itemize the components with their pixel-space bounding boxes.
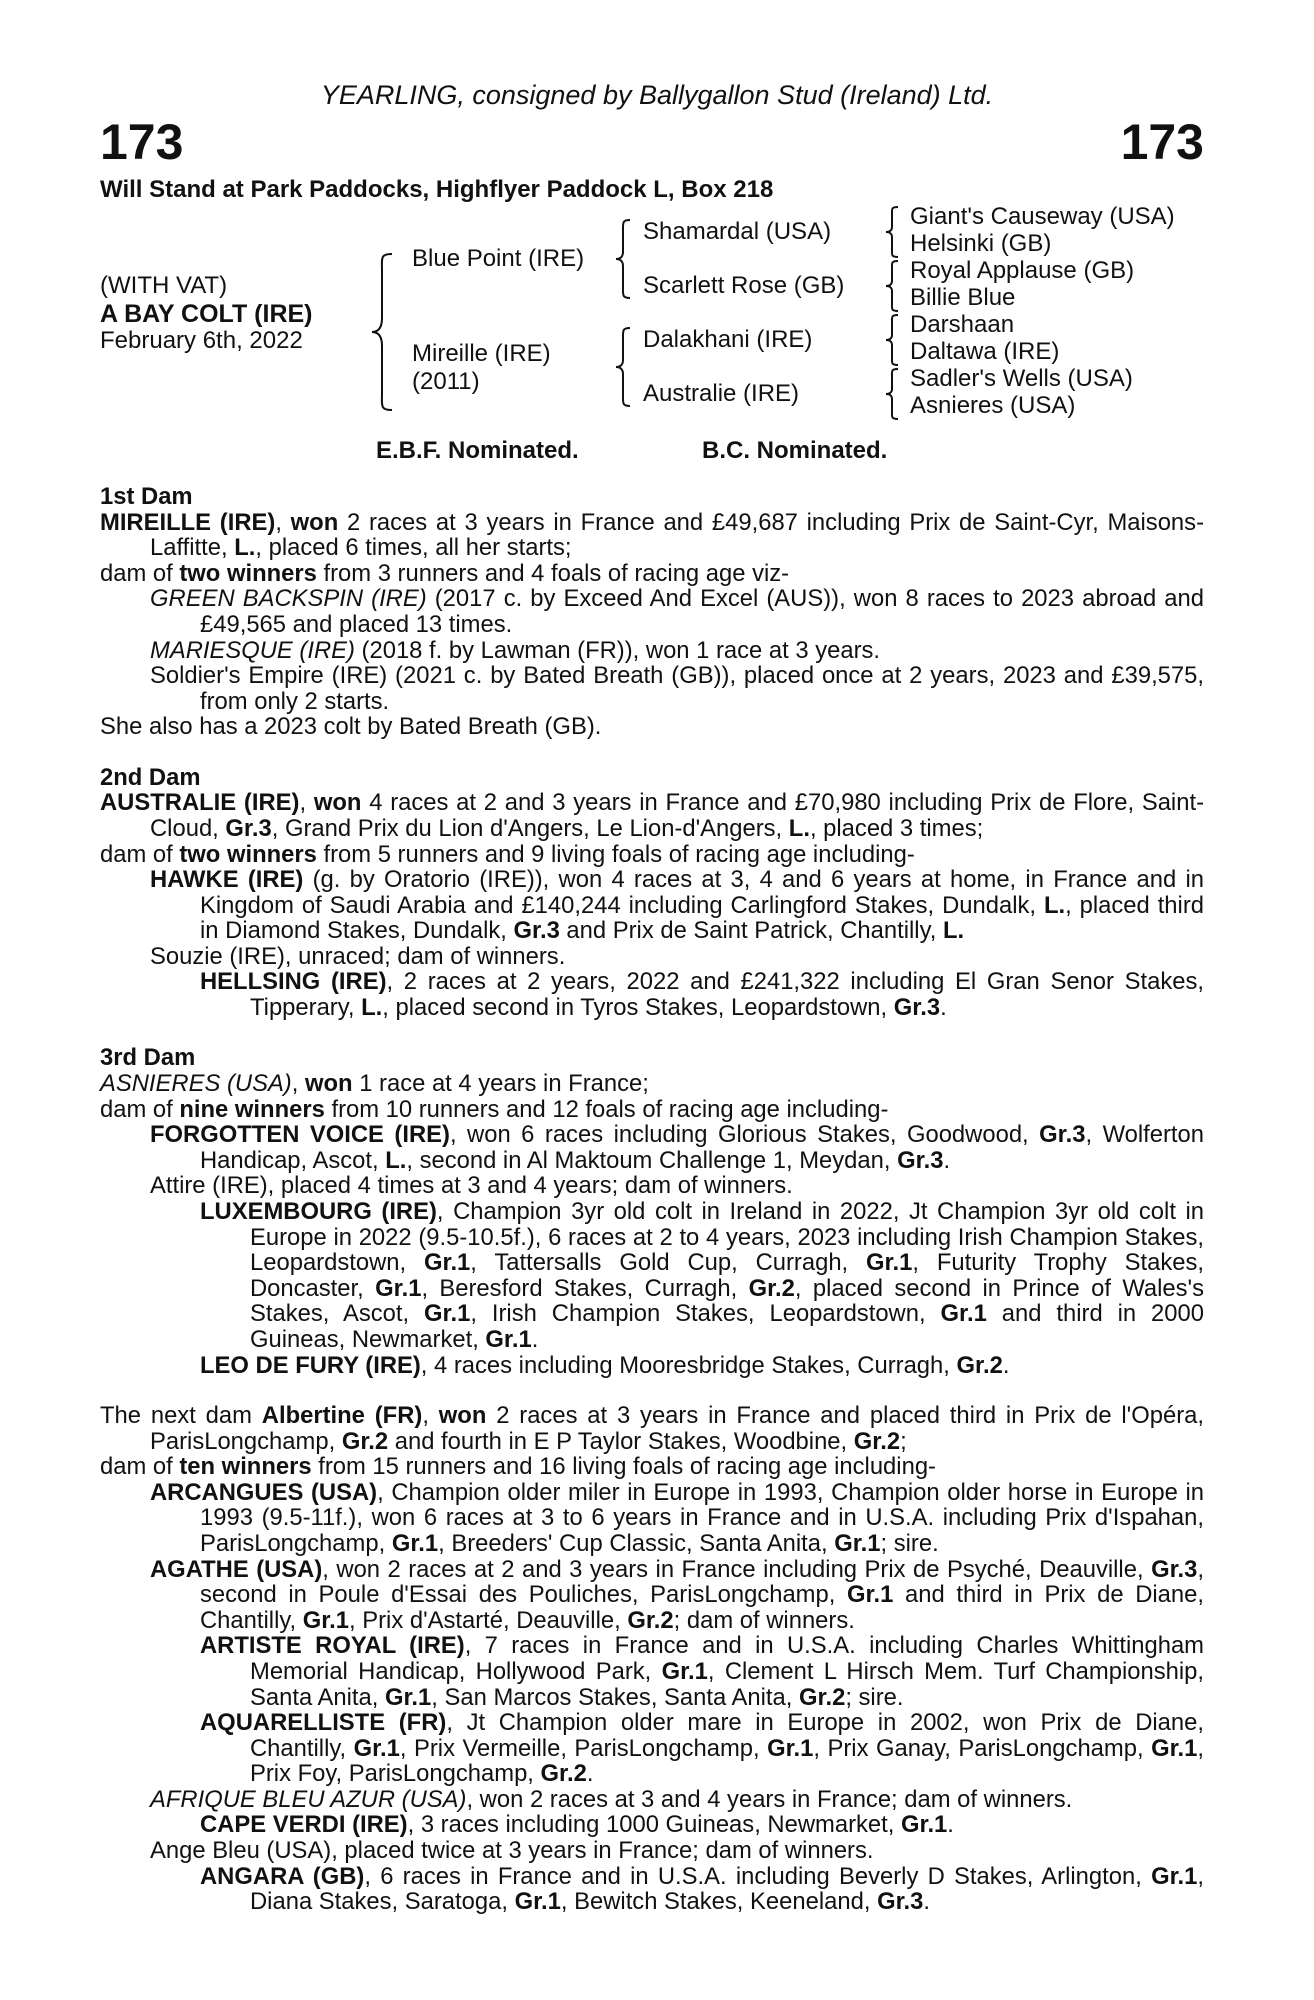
bold-text: Gr.1 xyxy=(302,1606,350,1634)
bc-nomination: B.C. Nominated. xyxy=(702,437,888,464)
dam-foaling-year: (2011) xyxy=(412,368,480,395)
stand-location: Will Stand at Park Paddocks, Highflyer Paddock L, Box 218 xyxy=(100,176,774,203)
text-run: dam of xyxy=(100,1095,180,1123)
bold-text: LEO DE FURY (IRE) xyxy=(200,1351,421,1379)
bold-text: Gr.3 xyxy=(893,994,941,1022)
text-run: , xyxy=(275,508,291,536)
sire-dam-name: Scarlett Rose (GB) xyxy=(643,272,845,299)
bold-text: Gr.1 xyxy=(391,1529,439,1557)
text-run: 2 races at 3 years in France and placed third in Prix de l'Opéra, ParisLongchamp, xyxy=(150,1401,1204,1455)
text-run: Soldier's Empire (IRE) (2021 c. by Bated Breath (GB)), placed once at 2 years, 2023 and £39,575, from only 2 starts. xyxy=(150,662,1204,715)
entry-line xyxy=(100,1480,1204,1557)
bold-text: LUXEMBOURG (IRE) xyxy=(200,1198,437,1226)
text-run: , second in Al Maktoum Challenge 1, Meydan, xyxy=(406,1146,898,1174)
entry-line xyxy=(100,1097,1204,1123)
entry-line xyxy=(100,714,1204,740)
text-run: 2 races at 3 years in France and £49,687 including Prix de Saint-Cyr, Maisons-Laffitte, xyxy=(150,508,1204,562)
dam-dam-name: Australie (IRE) xyxy=(643,380,800,407)
entry-line xyxy=(100,1838,1204,1864)
text-run: , placed third in Diamond Stakes, Dundalk, xyxy=(200,891,1204,945)
bold-text: Gr.2 xyxy=(956,1351,1003,1379)
entry-line xyxy=(100,1173,1204,1199)
bold-text: Gr.3 xyxy=(225,814,272,842)
entry-line xyxy=(100,561,1204,587)
text-run: 1 race at 4 years in France; xyxy=(352,1070,649,1098)
text-run: . xyxy=(586,1760,594,1788)
bold-text: Gr.2 xyxy=(853,1427,901,1455)
bold-text: two winners xyxy=(179,840,317,868)
bold-text: Gr.1 xyxy=(424,1300,471,1328)
text-run: . xyxy=(1002,1351,1010,1379)
text-run: from 15 runners and 16 living foals of racing age including- xyxy=(311,1453,936,1481)
text-run: , Prix d'Astarté, Deauville, xyxy=(349,1606,628,1634)
gen3-ancestor-2: Helsinki (GB) xyxy=(910,230,1052,257)
text-run: from 3 runners and 4 foals of racing age viz- xyxy=(316,559,790,587)
gen3-ancestor-5: Darshaan xyxy=(910,311,1015,338)
bold-text: nine winners xyxy=(179,1095,325,1123)
bold-text: Gr.2 xyxy=(748,1274,795,1302)
text-run: , won 2 races at 2 and 3 years in France including Prix de Psyché, Deauville, xyxy=(322,1555,1152,1583)
gen3-brace-4 xyxy=(884,367,900,421)
text-run: and third in 2000 Guineas, Newmarket, xyxy=(250,1300,1204,1353)
text-run: , won 2 races at 3 and 4 years in France; dam of winners. xyxy=(466,1785,1073,1813)
entry-line xyxy=(100,663,1204,714)
entry-line xyxy=(100,586,1204,637)
bold-text: Albertine (FR) xyxy=(261,1401,423,1429)
section-0 xyxy=(100,484,1204,740)
bold-text: Gr.1 xyxy=(940,1300,987,1328)
text-run: , Clement L Hirsch Mem. Turf Championship, Santa Anita, xyxy=(250,1657,1204,1711)
entry-line xyxy=(100,842,1204,868)
gen3-ancestor-4: Billie Blue xyxy=(910,284,1016,311)
text-run: (g. by Oratorio (IRE)), won 4 races at 3, 4 and 6 years at home, in France and in Kingdom of Saudi Arabia and £140,244 including Carlingford Stakes, Dundalk, xyxy=(200,866,1204,919)
text-run: 4 races at 2 and 3 years in France and £70,980 including Prix de Flore, Saint-Cloud, xyxy=(150,789,1204,842)
text-run: ; xyxy=(900,1427,907,1455)
text-run: , 6 races in France and in U.S.A. including Beverly D Stakes, Arlington, xyxy=(364,1862,1152,1890)
sire-name: Blue Point (IRE) xyxy=(412,245,585,272)
bold-text: L. xyxy=(788,814,810,842)
entry-line xyxy=(100,1633,1204,1710)
bold-text: Gr.2 xyxy=(540,1760,587,1788)
text-run: Souzie (IRE), unraced; dam of winners. xyxy=(150,942,566,970)
text-run: , Irish Champion Stakes, Leopardstown, xyxy=(470,1300,941,1328)
entry-line xyxy=(100,1812,1204,1838)
section-1 xyxy=(100,765,1204,1021)
bold-text: Gr.3 xyxy=(513,917,560,945)
text-run: , xyxy=(422,1401,439,1429)
bold-text: ANGARA (GB) xyxy=(200,1862,365,1890)
text-run: , won 6 races including Glorious Stakes, Goodwood, xyxy=(449,1121,1040,1149)
bold-text: Gr.1 xyxy=(384,1683,432,1711)
bold-text: Gr.1 xyxy=(514,1888,561,1916)
text-run: dam of xyxy=(100,840,180,868)
text-run: Attire (IRE), placed 4 times at 3 and 4 years; dam of winners. xyxy=(150,1172,793,1200)
bold-text: L. xyxy=(942,917,965,945)
entry-line xyxy=(100,638,1204,664)
text-run: , second in Poule d'Essai des Pouliches, ParisLongchamp, xyxy=(200,1555,1204,1609)
section-heading: 2nd Dam xyxy=(100,763,201,791)
bold-text: L. xyxy=(361,994,383,1022)
bold-text: won xyxy=(438,1401,487,1429)
text-run: , Champion older miler in Europe in 1993, Champion older horse in Europe in 1993 (9.5-11f.), won 6 races at 3 to 6 years in France and in U.S.A. including Prix d'Ispahan, ParisLongchamp, xyxy=(200,1478,1204,1557)
bold-text: CAPE VERDI (IRE) xyxy=(200,1811,408,1839)
bold-text: Gr.1 xyxy=(423,1249,471,1277)
vat-note: (WITH VAT) xyxy=(100,272,228,299)
entry-line xyxy=(100,1864,1204,1915)
section-2 xyxy=(100,1045,1204,1378)
text-run: dam of xyxy=(100,559,180,587)
text-run: , Breeders' Cup Classic, Santa Anita, xyxy=(438,1529,835,1557)
bold-text: Gr.1 xyxy=(847,1581,894,1609)
gen3-brace-1 xyxy=(884,205,900,259)
gen3-ancestor-3: Royal Applause (GB) xyxy=(910,257,1135,284)
bold-text: Gr.2 xyxy=(799,1683,846,1711)
bold-text: won xyxy=(304,1070,353,1098)
bold-text: Gr.1 xyxy=(834,1529,881,1557)
section-3 xyxy=(100,1403,1204,1915)
text-run: from 10 runners and 12 foals of racing age including- xyxy=(324,1095,889,1123)
entry-line xyxy=(100,1071,1204,1097)
bold-text: ARTISTE ROYAL (IRE) xyxy=(200,1632,465,1660)
bold-text: L. xyxy=(385,1146,407,1174)
entry-line xyxy=(100,1353,1204,1379)
entry-line xyxy=(100,510,1204,561)
text-run: ; sire. xyxy=(880,1529,939,1557)
text-run: (2017 c. by Exceed And Excel (AUS)), won 8 races to 2023 abroad and £49,565 and placed 13 times. xyxy=(200,585,1204,638)
text-run: , Futurity Trophy Stakes, Doncaster, xyxy=(250,1249,1204,1302)
text-run: and fourth in E P Taylor Stakes, Woodbine, xyxy=(388,1427,854,1455)
text-run: , Champion 3yr old colt in Ireland in 2022, Jt Champion 3yr old colt in Europe in 2022 (9.5-10.5f.), 6 races at 2 to 4 years, 2023 including Irish Champion Stakes, Leopardstown, xyxy=(250,1198,1204,1277)
text-run: . xyxy=(947,1811,954,1839)
horse-name: A BAY COLT (IRE) xyxy=(100,300,313,328)
entry-line xyxy=(100,944,1204,970)
bold-text: Gr.1 xyxy=(1151,1862,1198,1890)
gen3-brace-3 xyxy=(884,313,900,367)
entry-line xyxy=(100,867,1204,944)
bold-text: Gr.1 xyxy=(1151,1734,1198,1762)
bold-text: Gr.1 xyxy=(767,1734,814,1762)
gen3-brace-2 xyxy=(884,259,900,313)
text-run: , placed second in Prince of Wales's Stakes, Ascot, xyxy=(250,1274,1204,1328)
bold-text: AQUARELLISTE (FR) xyxy=(200,1709,447,1737)
text-run: , 2 races at 2 years, 2022 and £241,322 including El Gran Senor Stakes, Tipperary, xyxy=(250,968,1204,1022)
bold-text: Gr.1 xyxy=(353,1734,400,1762)
bold-text: Gr.3 xyxy=(1039,1121,1086,1149)
text-run: . xyxy=(940,994,947,1022)
bold-text: Gr.1 xyxy=(375,1274,422,1302)
bold-text: Gr.1 xyxy=(661,1657,708,1685)
text-run: , 3 races including 1000 Guineas, Newmarket, xyxy=(407,1811,901,1839)
text-run: (2018 f. by Lawman (FR)), won 1 race at 3 years. xyxy=(354,636,881,664)
gen3-ancestor-1: Giant's Causeway (USA) xyxy=(910,203,1175,230)
bold-text: Gr.3 xyxy=(1151,1555,1198,1583)
sire-sire-name: Shamardal (USA) xyxy=(643,218,832,245)
entry-line xyxy=(100,1787,1204,1813)
bold-text: HELLSING (IRE) xyxy=(200,968,387,996)
text-run: , Prix Vermeille, ParisLongchamp, xyxy=(399,1734,768,1762)
dam-brace xyxy=(614,326,632,408)
bold-text: ten winners xyxy=(179,1453,312,1481)
entry-line xyxy=(100,1403,1204,1454)
text-run: . xyxy=(531,1326,539,1353)
entry-line xyxy=(100,1557,1204,1634)
foaling-date: February 6th, 2022 xyxy=(100,327,303,354)
consignor-line: YEARLING, consigned by Ballygallon Stud (Ireland) Ltd. xyxy=(320,80,994,110)
bold-text: FORGOTTEN VOICE (IRE) xyxy=(150,1121,450,1149)
text-run: , Beresford Stakes, Curragh, xyxy=(421,1274,749,1302)
bold-text: won xyxy=(313,789,362,817)
pedigree-brace-main xyxy=(370,252,394,412)
entry-line xyxy=(100,1710,1204,1787)
bold-text: AGATHE (USA) xyxy=(150,1555,323,1583)
italic-text: ASNIERES (USA) xyxy=(100,1070,292,1098)
gen3-ancestor-8: Asnieres (USA) xyxy=(910,392,1076,419)
italic-text: AFRIQUE BLEU AZUR (USA) xyxy=(150,1785,467,1813)
bold-text: L. xyxy=(234,534,256,562)
entry-line xyxy=(100,1454,1204,1480)
text-run: . xyxy=(923,1888,930,1916)
dam-sire-name: Dalakhani (IRE) xyxy=(643,326,813,353)
text-run: . xyxy=(943,1146,951,1174)
text-run: , placed 6 times, all her starts; xyxy=(255,534,572,562)
bold-text: HAWKE (IRE) xyxy=(150,866,304,894)
bold-text: Gr.3 xyxy=(897,1146,944,1174)
gen3-ancestor-6: Daltawa (IRE) xyxy=(910,338,1060,365)
text-run: , xyxy=(299,789,314,817)
text-run: dam of xyxy=(100,1453,180,1481)
italic-text: MARIESQUE (IRE) xyxy=(150,636,355,664)
lot-number-right: 173 xyxy=(1120,114,1204,170)
bold-text: AUSTRALIE (IRE) xyxy=(100,789,300,817)
ebf-nomination: E.B.F. Nominated. xyxy=(376,437,579,464)
text-run: , Tattersalls Gold Cup, Curragh, xyxy=(470,1249,867,1277)
text-run: , Wolferton Handicap, Ascot, xyxy=(200,1121,1204,1174)
section-heading: 3rd Dam xyxy=(100,1044,196,1072)
text-run: , Prix Ganay, ParisLongchamp, xyxy=(813,1734,1152,1762)
bold-text: Gr.1 xyxy=(866,1249,913,1277)
text-run: from 5 runners and 9 living foals of racing age including- xyxy=(316,840,915,868)
text-run: ; sire. xyxy=(845,1683,904,1711)
entry-line xyxy=(100,969,1204,1020)
entry-line xyxy=(100,1199,1204,1353)
bold-text: two winners xyxy=(179,559,317,587)
text-run: , Grand Prix du Lion d'Angers, Le Lion-d'Angers, xyxy=(271,814,789,842)
italic-text: GREEN BACKSPIN (IRE) xyxy=(150,585,427,613)
text-run: and third in Prix de Diane, Chantilly, xyxy=(200,1581,1204,1634)
text-run: , placed 3 times; xyxy=(809,814,984,842)
text-run: and Prix de Saint Patrick, Chantilly, xyxy=(559,917,943,945)
entry-line xyxy=(100,1122,1204,1173)
gen3-ancestor-7: Sadler's Wells (USA) xyxy=(910,365,1133,392)
text-run: The next dam xyxy=(100,1401,262,1429)
text-run: , Prix Foy, ParisLongchamp, xyxy=(250,1734,1204,1788)
text-run: , placed second in Tyros Stakes, Leopardstown, xyxy=(382,994,894,1022)
text-run: , 4 races including Mooresbridge Stakes, Curragh, xyxy=(420,1351,957,1379)
text-run: , Bewitch Stakes, Keeneland, xyxy=(560,1888,878,1916)
bold-text: Gr.2 xyxy=(627,1606,674,1634)
bold-text: Gr.1 xyxy=(485,1326,532,1353)
bold-text: Gr.2 xyxy=(341,1427,389,1455)
text-run: , xyxy=(291,1070,305,1098)
text-run: Ange Bleu (USA), placed twice at 3 years in France; dam of winners. xyxy=(150,1837,874,1865)
text-run: , Diana Stakes, Saratoga, xyxy=(250,1862,1204,1916)
pedigree-notes xyxy=(100,484,1204,1915)
text-run: ; dam of winners. xyxy=(673,1606,855,1634)
bold-text: MIREILLE (IRE) xyxy=(100,508,276,536)
dam-name: Mireille (IRE) xyxy=(412,340,551,367)
bold-text: ARCANGUES (USA) xyxy=(150,1478,378,1506)
bold-text: L. xyxy=(1043,891,1066,919)
lot-number-left: 173 xyxy=(100,114,184,170)
entry-line xyxy=(100,790,1204,841)
text-run: , Jt Champion older mare in Europe in 2002, won Prix de Diane, Chantilly, xyxy=(250,1709,1204,1762)
sire-brace xyxy=(614,218,632,300)
text-run: , 7 races in France and in U.S.A. including Charles Whittingham Memorial Handicap, Hollywood Park, xyxy=(250,1632,1204,1685)
bold-text: won xyxy=(290,508,339,536)
bold-text: Gr.3 xyxy=(877,1888,924,1916)
section-heading: 1st Dam xyxy=(100,483,193,510)
text-run: , San Marcos Stakes, Santa Anita, xyxy=(431,1683,799,1711)
bold-text: Gr.1 xyxy=(900,1811,948,1839)
text-run: She also has a 2023 colt by Bated Breath (GB). xyxy=(100,713,602,741)
